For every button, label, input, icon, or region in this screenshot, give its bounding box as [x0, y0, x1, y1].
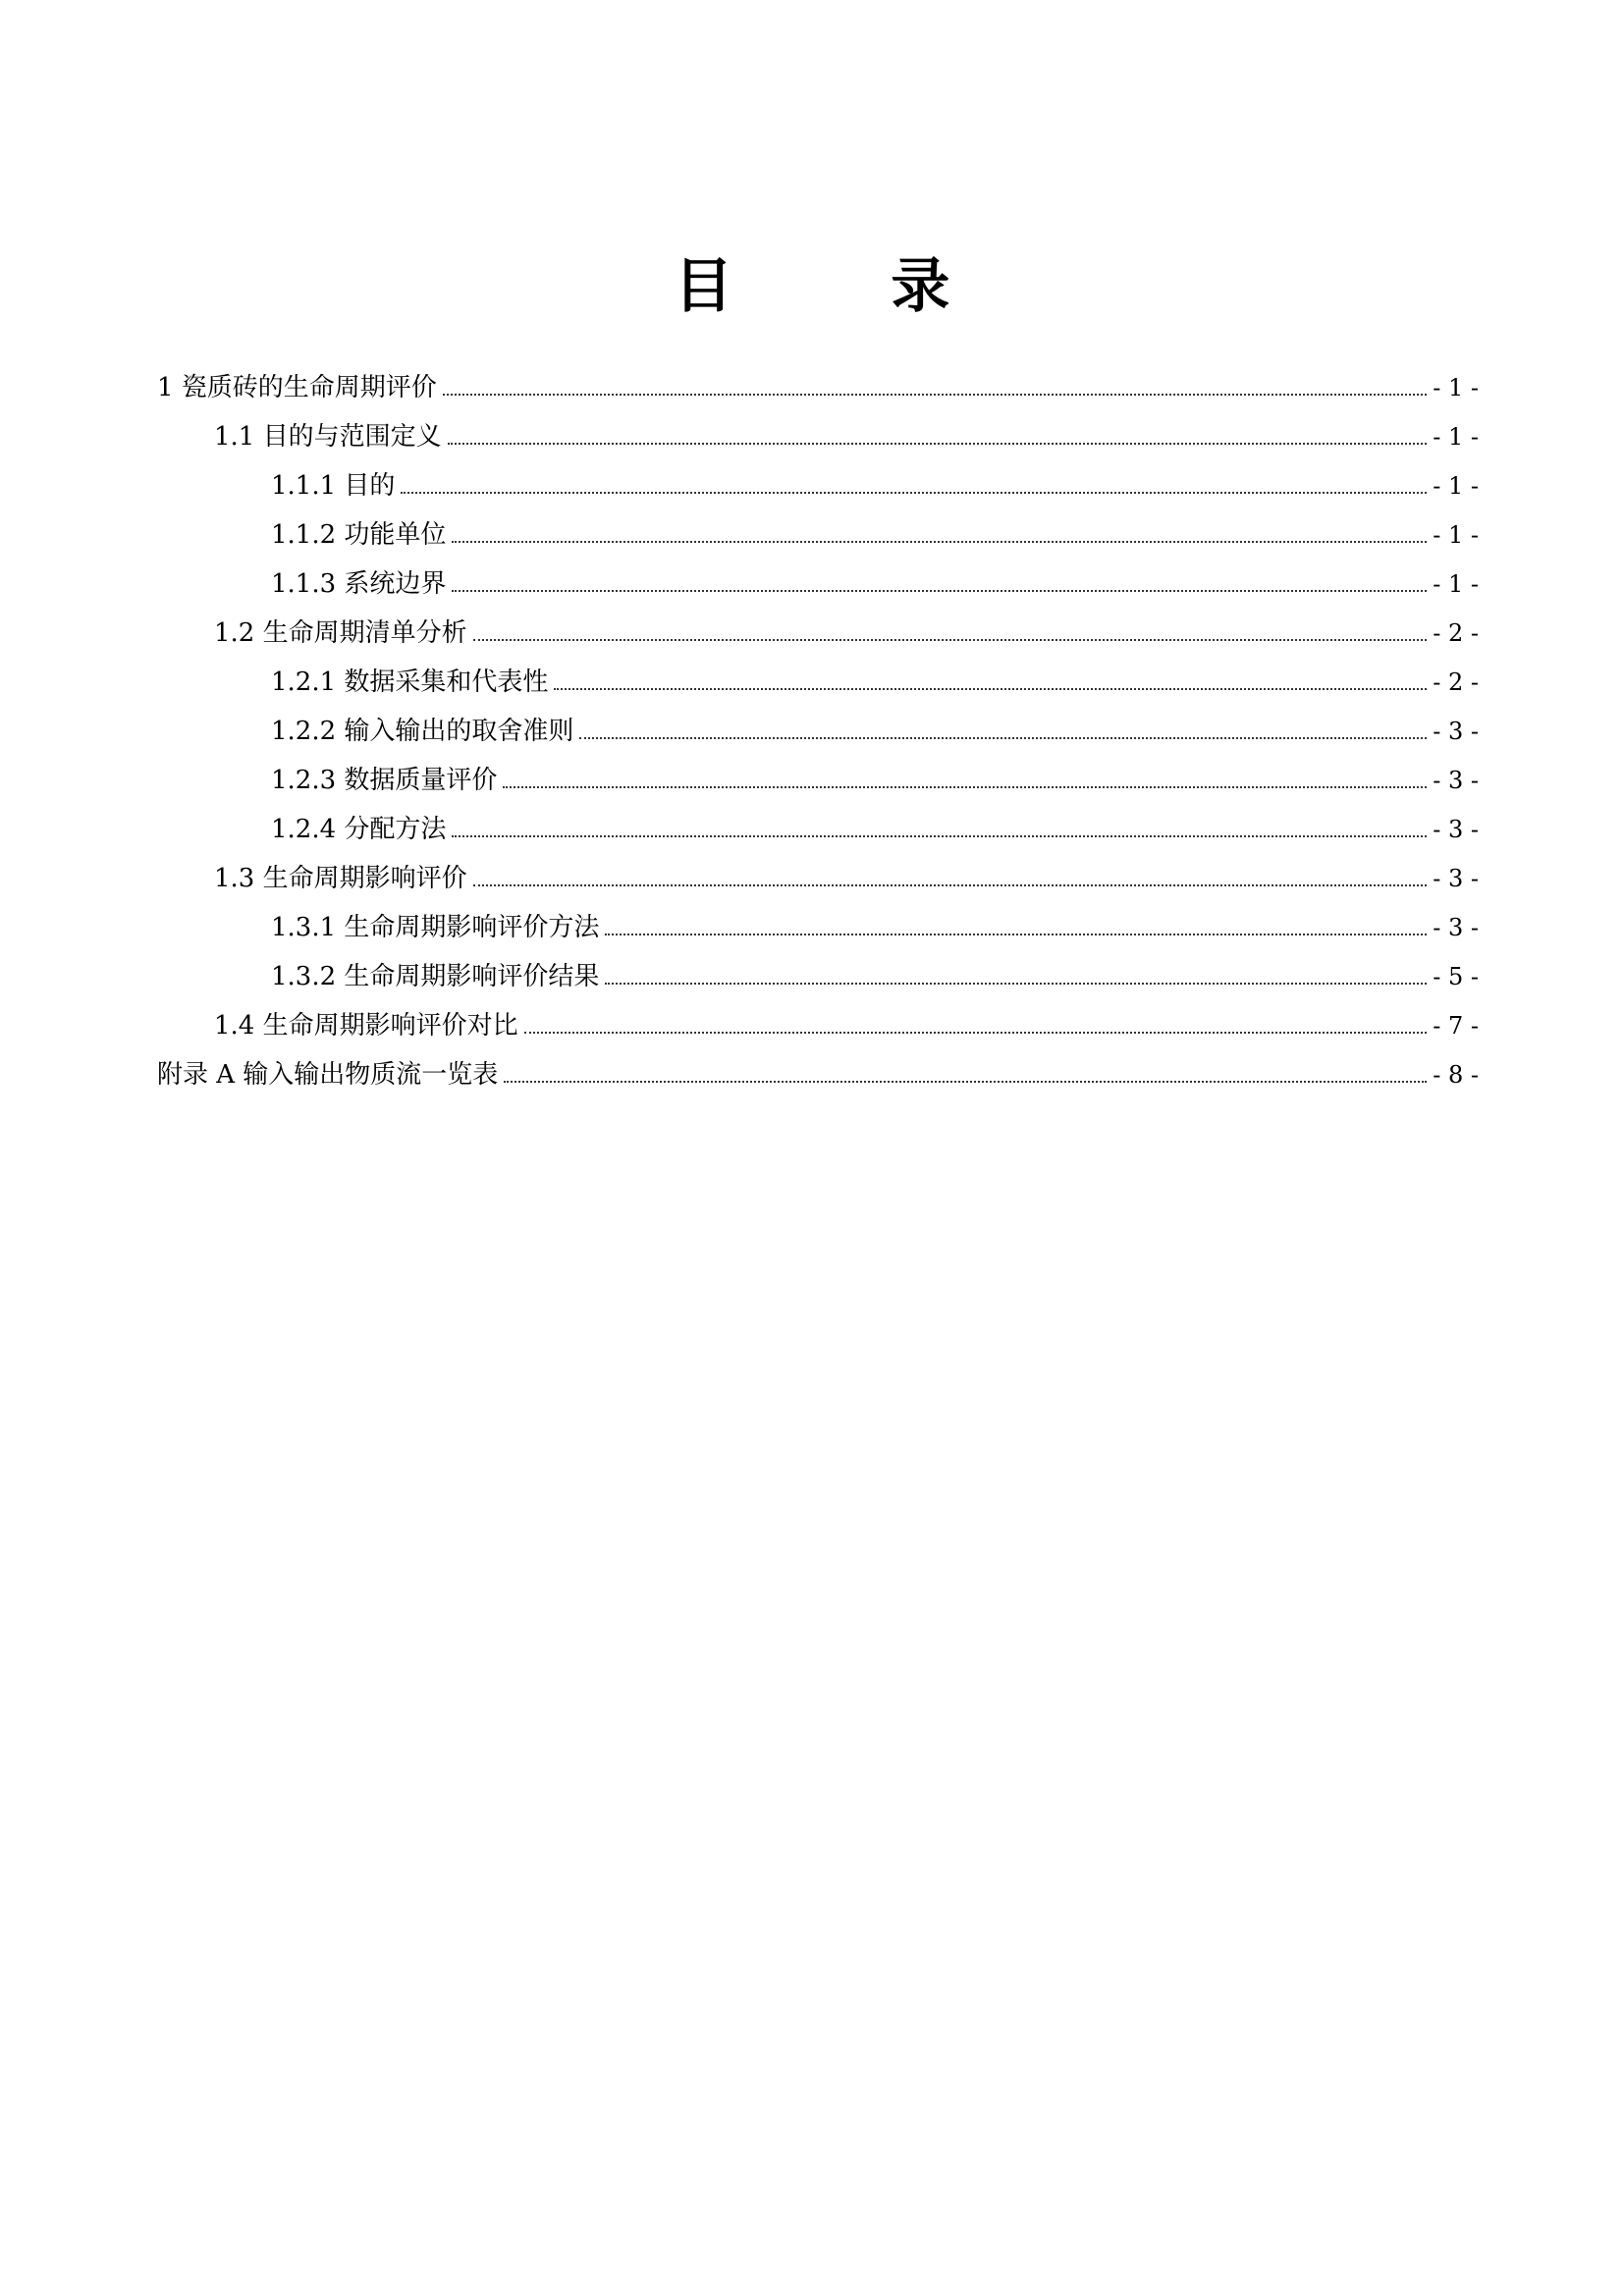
toc-entry-page: - 7 - — [1433, 1012, 1479, 1040]
toc-entry-label: 1.1.3 系统边界 — [271, 569, 447, 599]
toc-entry[interactable] — [157, 1042, 1479, 1092]
toc-dot-leader — [452, 835, 1427, 837]
toc-entry-label: 1.2 生命周期清单分析 — [214, 618, 467, 648]
toc-entry-page: - 3 - — [1433, 718, 1479, 745]
toc-entry-label: 1.1.1 目的 — [271, 471, 396, 501]
toc-entry-page: - 2 - — [1433, 619, 1479, 647]
toc-entry-page: - 3 - — [1433, 914, 1479, 941]
toc-entry[interactable] — [157, 944, 1479, 993]
toc-entry[interactable] — [157, 552, 1479, 601]
toc-entry[interactable] — [157, 650, 1479, 699]
toc-dot-leader — [401, 492, 1427, 494]
toc-dot-leader — [524, 1032, 1428, 1034]
page-title: 目 录 — [674, 252, 1019, 321]
toc-entry[interactable] — [157, 895, 1479, 944]
toc-entry[interactable] — [157, 699, 1479, 748]
toc-entry-label: 1.2.2 输入输出的取舍准则 — [271, 717, 574, 746]
toc-entry[interactable] — [157, 993, 1479, 1042]
toc-entry-page: - 8 - — [1433, 1061, 1479, 1089]
toc-entry-label: 1.1 目的与范围定义 — [214, 422, 442, 452]
toc-entry-page: - 1 - — [1433, 521, 1479, 549]
toc-dot-leader — [504, 1081, 1427, 1083]
toc-entry-page: - 1 - — [1433, 472, 1479, 500]
toc-entry[interactable] — [157, 846, 1479, 895]
toc-entry-label: 1.2.4 分配方法 — [271, 815, 447, 844]
toc-entry-label: 1.3 生命周期影响评价 — [214, 864, 467, 893]
toc-entry-page: - 2 - — [1433, 668, 1479, 696]
toc-entry[interactable] — [157, 454, 1479, 503]
toc-entry-page: - 1 - — [1433, 423, 1479, 451]
toc-entry-label: 附录 A 输入输出物质流一览表 — [157, 1060, 499, 1090]
toc-entry-label: 1.3.2 生命周期影响评价结果 — [271, 962, 600, 991]
toc-entry-label: 1 瓷质砖的生命周期评价 — [157, 373, 437, 402]
toc-entry-page: - 1 - — [1433, 570, 1479, 598]
toc-entry-page: - 5 - — [1433, 963, 1479, 990]
toc-entry[interactable] — [157, 601, 1479, 650]
toc-entry-page: - 3 - — [1433, 767, 1479, 794]
toc-entry-label: 1.3.1 生命周期影响评价方法 — [271, 913, 600, 942]
toc-entry[interactable] — [157, 797, 1479, 846]
toc-entry-page: - 3 - — [1433, 816, 1479, 843]
toc-entry-label: 1.2.3 数据质量评价 — [271, 766, 498, 795]
toc-entry[interactable] — [157, 355, 1479, 404]
toc-dot-leader — [443, 394, 1427, 396]
toc-dot-leader — [554, 688, 1427, 690]
toc-dot-leader — [452, 590, 1427, 592]
toc-dot-leader — [452, 541, 1427, 543]
toc-dot-leader — [473, 884, 1428, 886]
table-of-contents — [157, 355, 1479, 1092]
toc-dot-leader — [605, 983, 1427, 985]
toc-dot-leader — [473, 639, 1428, 641]
toc-entry-label: 1.1.2 功能单位 — [271, 520, 447, 550]
toc-entry-page: - 3 - — [1433, 865, 1479, 892]
toc-dot-leader — [579, 737, 1427, 739]
toc-dot-leader — [605, 934, 1427, 935]
toc-entry-label: 1.4 生命周期影响评价对比 — [214, 1011, 518, 1041]
toc-entry-page: - 1 - — [1433, 374, 1479, 401]
toc-entry[interactable] — [157, 404, 1479, 454]
toc-entry-label: 1.2.1 数据采集和代表性 — [271, 667, 549, 697]
toc-entry[interactable] — [157, 503, 1479, 552]
toc-entry[interactable] — [157, 748, 1479, 797]
toc-dot-leader — [503, 786, 1427, 788]
toc-dot-leader — [448, 443, 1428, 445]
